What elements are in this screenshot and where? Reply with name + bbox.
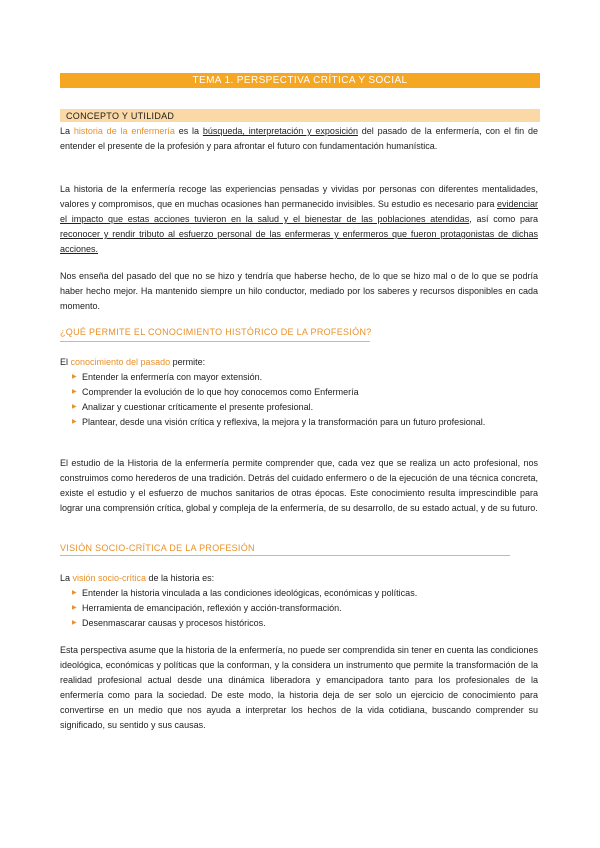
highlight-term: visión socio-crítica xyxy=(72,573,147,583)
list-item xyxy=(72,385,538,400)
text-run: de la historia es: xyxy=(146,573,215,583)
list-item-text: Comprender la evolución de lo que hoy conocemos como Enfermería xyxy=(82,387,359,397)
highlight-term: conocimiento del pasado xyxy=(70,357,171,367)
list-item xyxy=(72,586,538,601)
text-run: El xyxy=(60,357,71,367)
list-item xyxy=(72,415,538,430)
section-heading-vision: VISIÓN SOCIO-CRÍTICA DE LA PROFESIÓN xyxy=(60,543,255,553)
intro-paragraph-3: Nos enseña del pasado del que no se hizo y tendría que haberse hecho, de lo que se hizo mal o de lo que se podría haber hecho mejor. Ha mantenido siempre un hilo conductor, mediado por los saberes y recursos disponibles en cada momento. xyxy=(60,271,538,311)
tema-title-bar xyxy=(60,73,540,88)
section2-paragraph: Esta perspectiva asume que la historia de la enfermería, no puede ser comprendida sin tener en cuenta las condiciones ideológica, económicas y políticas que la conforman, y la considera un instrumento que permite la transformación de la realidad profesional actual desde una dinámica liberadora y emancipadora tanto para los profesionales de la enfermería como para la sociedad. De este modo, la historia deja de ser solo un ejercicio de conocimiento para convertirse en un medio que nos ayuda a interpretar los hechos de la vida cotidiana, buscando comprender su significado, su sentido y sus causas. xyxy=(60,645,538,730)
triangle-right-icon: ▶ xyxy=(72,620,77,626)
tema-title: TEMA 1. PERSPECTIVA CRÍTICA Y SOCIAL xyxy=(192,75,408,86)
underlined-phrase: búsqueda, interpretación y exposición xyxy=(202,126,358,136)
triangle-right-icon: ▶ xyxy=(72,590,77,596)
list-item-text: Plantear, desde una visión crítica y reflexiva, la mejora y la transformación para un futuro profesional. xyxy=(82,417,486,427)
intro-paragraph-2 xyxy=(60,182,538,257)
list-item-text: Herramienta de emancipación, reflexión y acción-transformación. xyxy=(82,603,342,613)
list-item xyxy=(72,400,538,415)
triangle-right-icon: ▶ xyxy=(72,389,77,395)
triangle-right-icon: ▶ xyxy=(72,374,77,380)
text-run: del pasado de la enfermería, con el fin de entender el presente de la profesión y para afrontar el futuro con fundamentación humanística. xyxy=(60,126,538,151)
section1-lead xyxy=(60,355,538,370)
section-underline xyxy=(60,555,510,556)
section2-bullet-list xyxy=(72,586,538,631)
list-item-text: Entender la enfermería con mayor extensión. xyxy=(82,372,263,382)
list-item-text: Analizar y cuestionar críticamente el presente profesional. xyxy=(82,402,314,412)
triangle-right-icon: ▶ xyxy=(72,605,77,611)
list-item-text: Desenmascarar causas y procesos históricos. xyxy=(82,618,266,628)
text-run: es la xyxy=(174,126,203,136)
highlight-term: historia de la enfermería xyxy=(73,126,175,136)
text-run: permite: xyxy=(170,357,206,367)
text-run: , así como para xyxy=(469,214,538,224)
list-item xyxy=(72,616,538,631)
underlined-phrase: reconocer y rendir tributo al esfuerzo personal de las enfermeras y enfermeros que fueron protagonistas de dichas acciones. xyxy=(60,229,538,254)
triangle-right-icon: ▶ xyxy=(72,419,77,425)
intro-paragraph-1 xyxy=(60,124,538,154)
triangle-right-icon: ▶ xyxy=(72,404,77,410)
text-run: La xyxy=(60,126,74,136)
underlined-phrase: evidenciar el impacto que estas acciones tuvieron en la salud y el bienestar de las poblaciones atendidas xyxy=(60,199,538,224)
concepto-heading: CONCEPTO Y UTILIDAD xyxy=(66,110,175,121)
concepto-heading-bar xyxy=(60,109,540,122)
section-heading-conocimiento: ¿QUÉ PERMITE EL CONOCIMIENTO HISTÓRICO DE LA PROFESIÓN? xyxy=(60,327,372,337)
list-item-text: Entender la historia vinculada a las condiciones ideológicas, económicas y políticas. xyxy=(82,588,418,598)
text-run: La historia de la enfermería recoge las experiencias pensadas y vividas por personas con diferentes mentalidades, valores y compromisos, que en muchas ocasiones han permanecido invisibles. Su estudio es necesario para xyxy=(60,184,538,209)
list-item xyxy=(72,370,538,385)
section1-paragraph: El estudio de la Historia de la enfermería permite comprender que, cada vez que se realiza un acto profesional, nos construimos como herederos de una tradición. Detrás del cuidado enfermero o de la ejecución de una técnica concreta, existe el estudio y el esfuerzo de muchos sanitarios de otras épocas. Este conocimiento resulta imprescindible para lograr una comprensión crítica, global y compleja de la enfermería, de su desarrollo, de su estado actual, y de su futuro. xyxy=(60,458,538,513)
section-underline xyxy=(60,341,370,342)
list-item xyxy=(72,601,538,616)
section1-bullet-list xyxy=(72,370,538,430)
section2-lead xyxy=(60,571,538,586)
text-run: La xyxy=(60,573,73,583)
